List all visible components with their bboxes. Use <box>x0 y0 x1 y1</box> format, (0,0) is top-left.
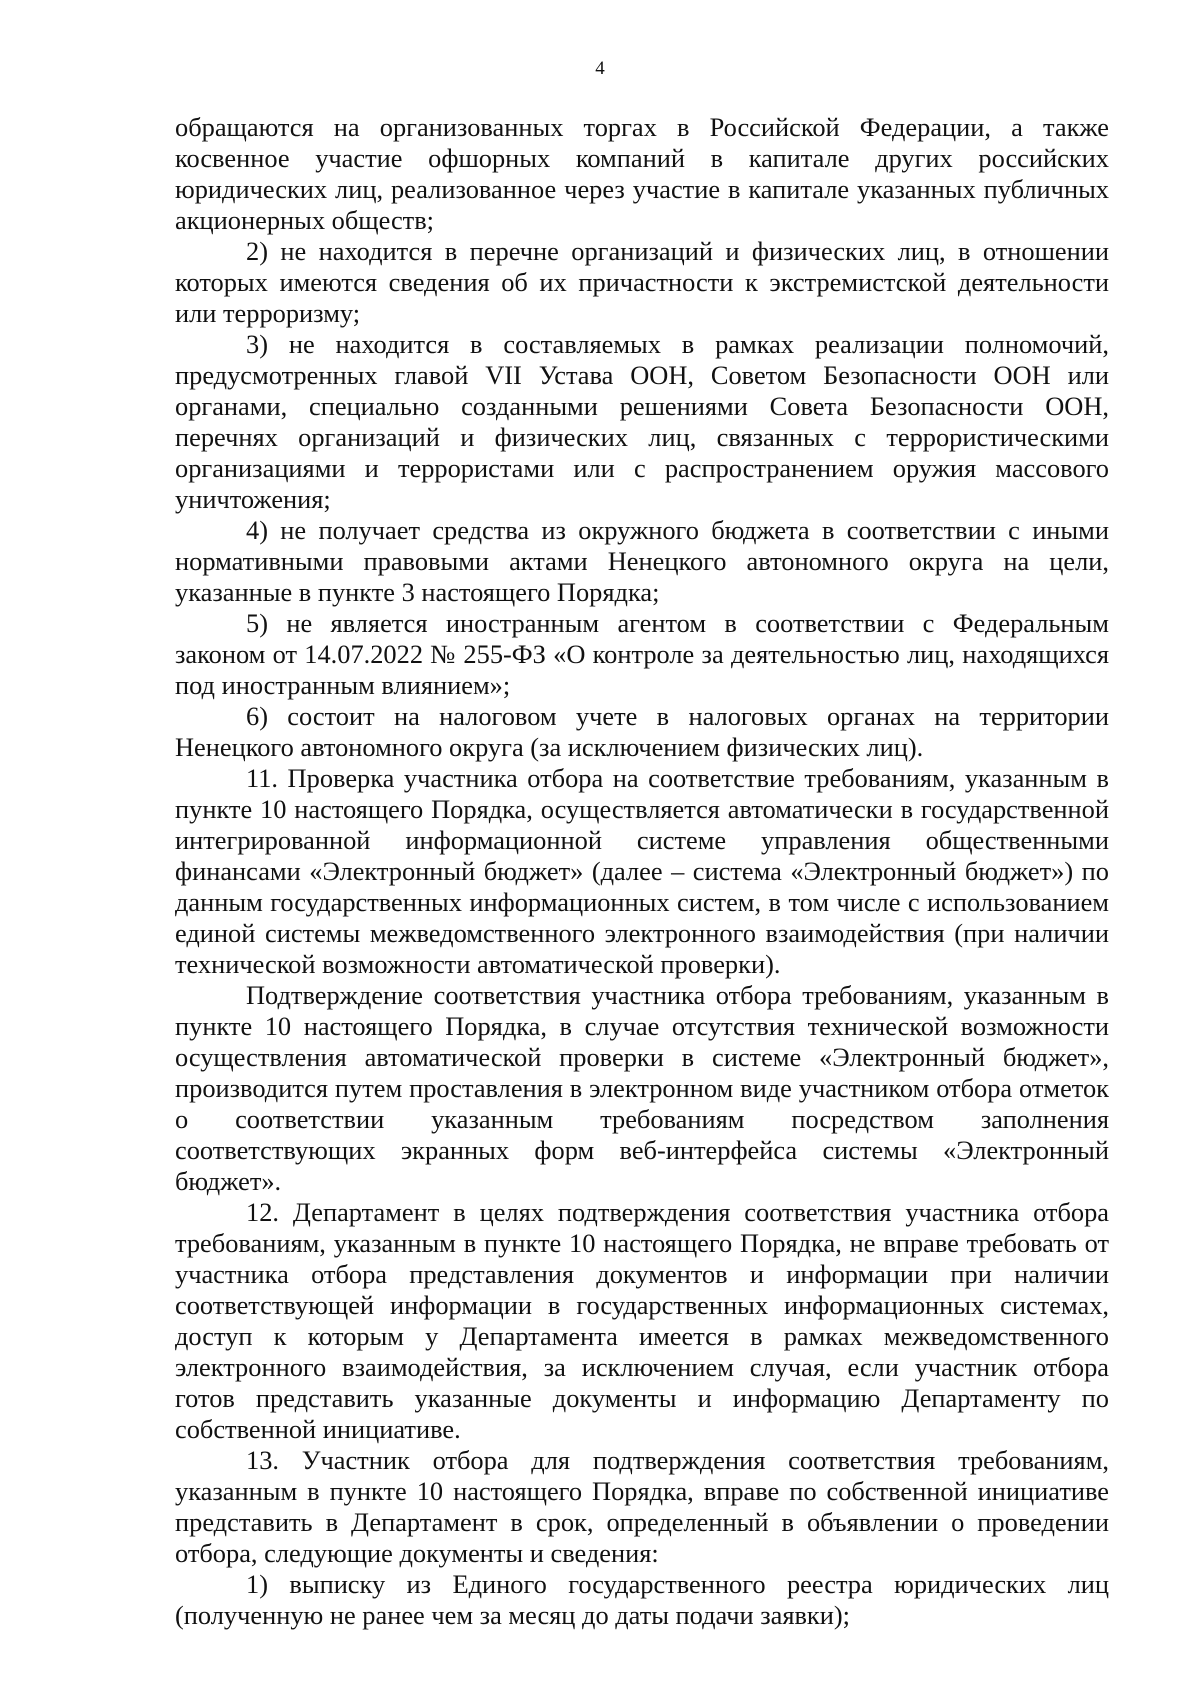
list-item-6: 6) состоит на налоговом учете в налоговых органах на территории Ненецкого автономного округа (за исключением физических лиц). <box>175 701 1109 762</box>
clause-11-paragraph-2: Подтверждение соответствия участника отбора требованиям, указанным в пункте 10 настоящего Порядка, в случае отсутствия технической возможности осуществления автоматической проверки в системе «Электронный бюджет», производится путем проставления в электронном виде участником отбора отметок о соответствии указанным требованиям посредством заполнения соответствующих экранных форм веб-интерфейса системы «Электронный бюджет». <box>175 980 1109 1196</box>
list-item-4: 4) не получает средства из окружного бюджета в соответствии с иными нормативными правовыми актами Ненецкого автономного округа на цели, указанные в пункте 3 настоящего Порядка; <box>175 515 1109 607</box>
paragraph-continuation: обращаются на организованных торгах в Российской Федерации, а также косвенное участие офшорных компаний в капитале других российских юридических лиц, реализованное через участие в капитале указанных публичных акционерных обществ; <box>175 112 1109 235</box>
clause-11: 11. Проверка участника отбора на соответствие требованиям, указанным в пункте 10 настоящего Порядка, осуществляется автоматически в государственной интегрированной информационной системе управления общественными финансами «Электронный бюджет» (далее – система «Электронный бюджет») по данным государственных информационных систем, в том числе с использованием единой системы межведомственного электронного взаимодействия (при наличии технической возможности автоматической проверки). <box>175 763 1109 979</box>
clause-13: 13. Участник отбора для подтверждения соответствия требованиям, указанным в пункте 10 настоящего Порядка, вправе по собственной инициативе представить в Департамент в срок, определенный в объявлении о проведении отбора, следующие документы и сведения: <box>175 1445 1109 1568</box>
document-body <box>175 112 1109 1631</box>
list-item-2: 2) не находится в перечне организаций и физических лиц, в отношении которых имеются сведения об их причастности к экстремистской деятельности или терроризму; <box>175 236 1109 328</box>
clause-12: 12. Департамент в целях подтверждения соответствия участника отбора требованиям, указанным в пункте 10 настоящего Порядка, не вправе требовать от участника отбора представления документов и информации при наличии соответствующей информации в государственных информационных системах, доступ к которым у Департамента имеется в рамках межведомственного электронного взаимодействия, за исключением случая, если участник отбора готов представить указанные документы и информацию Департаменту по собственной инициативе. <box>175 1197 1109 1444</box>
clause-13-item-1: 1) выписку из Единого государственного реестра юридических лиц (полученную не ранее чем за месяц до даты подачи заявки); <box>175 1569 1109 1630</box>
list-item-3: 3) не находится в составляемых в рамках реализации полномочий, предусмотренных главой VII Устава ООН, Советом Безопасности ООН или органами, специально созданными решениями Совета Безопасности ООН, перечнях организаций и физических лиц, связанных с террористическими организациями и террористами или с распространением оружия массового уничтожения; <box>175 329 1109 514</box>
list-item-5: 5) не является иностранным агентом в соответствии с Федеральным законом от 14.07.2022 № 255-ФЗ «О контроле за деятельностью лиц, находящихся под иностранным влиянием»; <box>175 608 1109 700</box>
page-number: 4 <box>595 58 605 79</box>
